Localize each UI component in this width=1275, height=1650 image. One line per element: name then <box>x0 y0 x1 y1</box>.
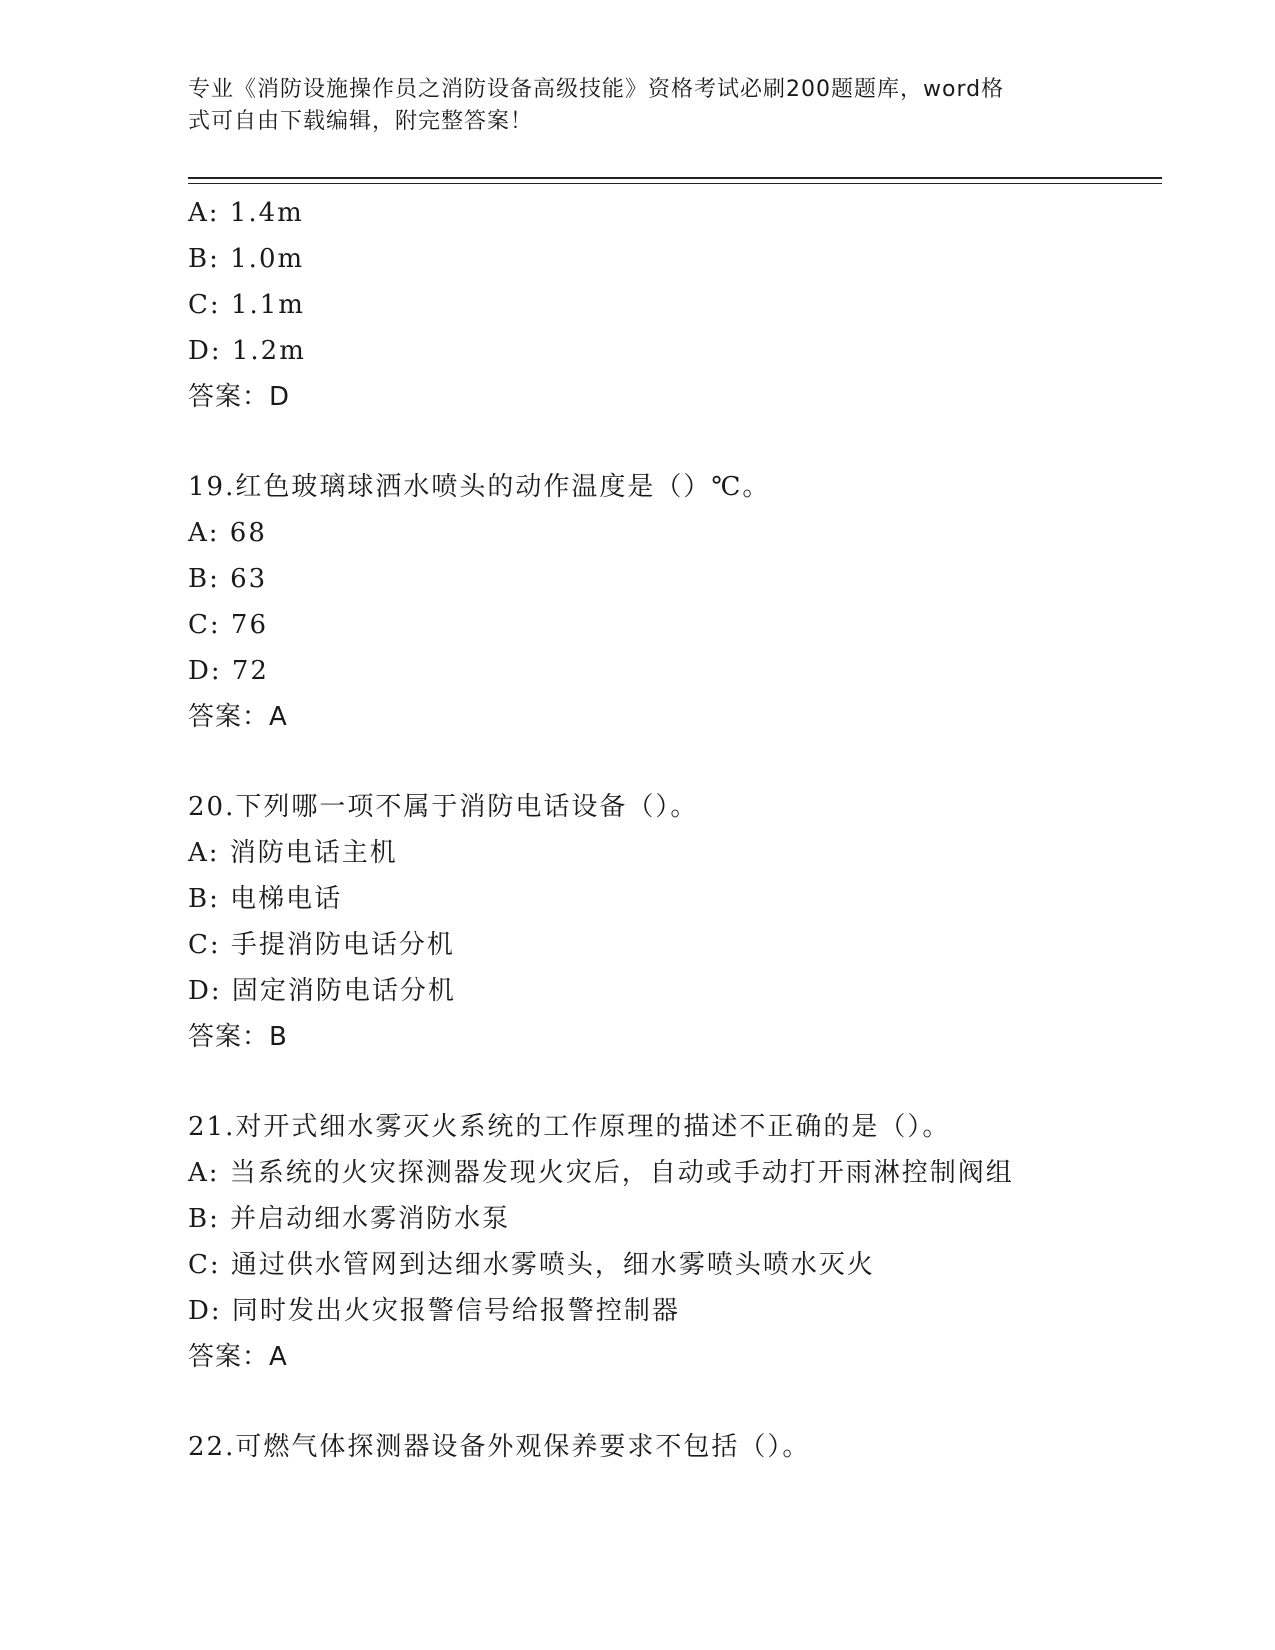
option-d: D: 1.2m <box>188 336 306 366</box>
question-19 <box>188 464 1162 740</box>
question-18 <box>188 190 1162 420</box>
question-22 <box>188 1424 1162 1470</box>
question-stem: 22.可燃气体探测器设备外观保养要求不包括（）。 <box>188 1432 811 1462</box>
question-stem: 20.下列哪一项不属于消防电话设备（）。 <box>188 792 699 822</box>
option-d: D: 72 <box>188 656 269 686</box>
option-b: B: 电梯电话 <box>188 884 343 914</box>
option-c: C: 通过供水管网到达细水雾喷头，细水雾喷头喷水灭火 <box>188 1250 875 1280</box>
option-a: A: 1.4m <box>188 198 304 228</box>
option-a: A: 68 <box>188 518 267 548</box>
option-d: D: 同时发出火灾报警信号给报警控制器 <box>188 1296 680 1326</box>
answer-label: 答案：A <box>188 702 288 732</box>
option-d: D: 固定消防电话分机 <box>188 976 456 1006</box>
answer-label: 答案：A <box>188 1342 288 1372</box>
header-line-2: 式可自由下载编辑，附完整答案！ <box>188 109 534 134</box>
answer-label: 答案：B <box>188 1022 288 1052</box>
question-stem: 19.红色玻璃球洒水喷头的动作温度是（）℃。 <box>188 472 771 502</box>
question-stem: 21.对开式细水雾灭火系统的工作原理的描述不正确的是（）。 <box>188 1112 951 1142</box>
option-a: A: 消防电话主机 <box>188 838 398 868</box>
option-a: A: 当系统的火灾探测器发现火灾后，自动或手动打开雨淋控制阀组 <box>188 1158 1014 1188</box>
option-c: C: 手提消防电话分机 <box>188 930 455 960</box>
document-header <box>188 74 1088 138</box>
answer-label: 答案：D <box>188 382 291 412</box>
question-list <box>188 190 1162 1470</box>
question-20 <box>188 784 1162 1060</box>
header-line-1: 专业《消防设施操作员之消防设备高级技能》资格考试必刷200题题库，word格 <box>188 77 1005 102</box>
question-21 <box>188 1104 1162 1380</box>
option-b: B: 1.0m <box>188 244 305 274</box>
option-b: B: 并启动细水雾消防水泵 <box>188 1204 511 1234</box>
option-c: C: 76 <box>188 610 269 640</box>
option-c: C: 1.1m <box>188 290 305 320</box>
header-divider-thin <box>188 183 1162 184</box>
header-divider-thick <box>188 177 1162 179</box>
option-b: B: 63 <box>188 564 268 594</box>
